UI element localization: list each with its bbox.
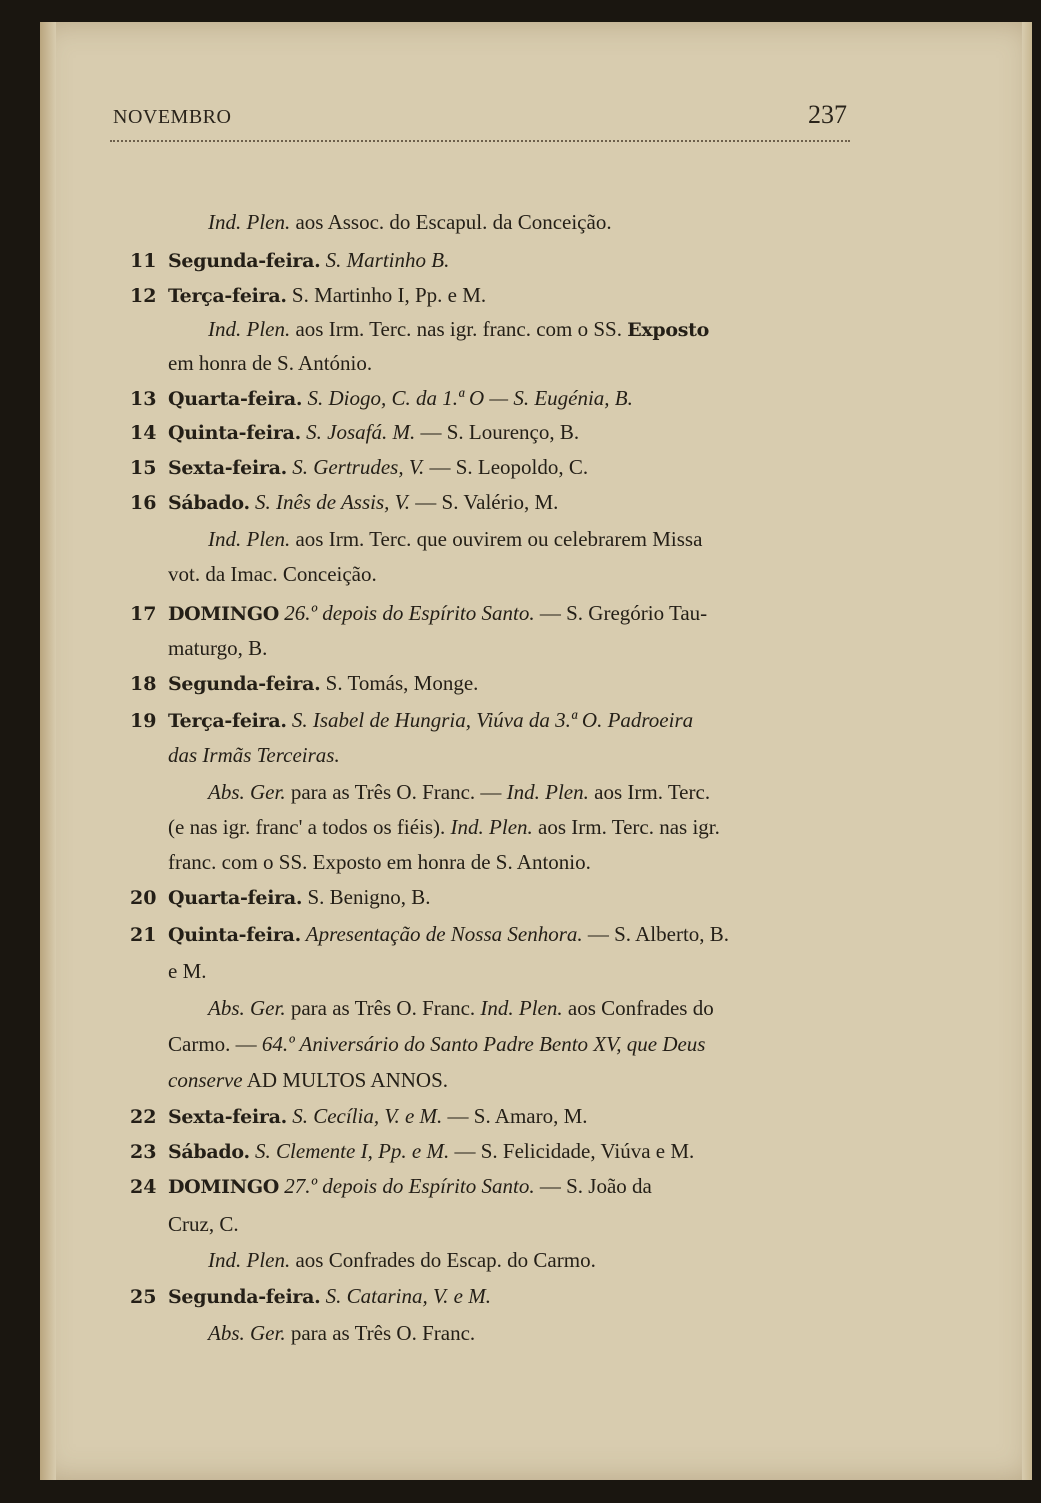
plain-text: Cruz, C.	[168, 1212, 239, 1236]
italic-text: S. Clemente I, Pp. e M.	[249, 1139, 450, 1163]
plain-text: S. Tomás, Monge.	[320, 671, 479, 695]
text-line	[130, 1029, 705, 1059]
plain-text: S. Benigno, B.	[302, 885, 431, 909]
italic-text: S. Isabel de Hungria, Viúva da 3.ª O. Padroeira	[286, 708, 694, 732]
plain-text: vot. da Imac. Conceição.	[168, 562, 377, 586]
day-entry	[130, 383, 633, 413]
day-number: 20	[130, 887, 157, 909]
plain-text: — S. Leopoldo, C.	[424, 455, 589, 479]
weekday-label: Sábado.	[168, 492, 250, 514]
day-number: 13	[130, 388, 157, 410]
plain-text: (e nas igr. franc' a todos os fiéis).	[168, 815, 451, 839]
weekday-label: Sábado.	[168, 1141, 250, 1163]
text-line	[130, 812, 720, 842]
day-entry	[130, 668, 478, 698]
plain-text: S. Martinho I, Pp. e M.	[286, 283, 487, 307]
day-entry	[130, 245, 449, 275]
text-line	[130, 740, 340, 770]
text-line	[130, 559, 377, 589]
italic-text: S. Catarina, V. e M.	[320, 1284, 491, 1308]
plain-text: — S. Felicidade, Viúva e M.	[449, 1139, 695, 1163]
weekday-label: Terça-feira.	[168, 285, 287, 307]
text-line	[130, 1065, 448, 1095]
italic-text: Abs. Ger.	[208, 996, 286, 1020]
weekday-label: DOMINGO	[168, 1176, 279, 1198]
text-line	[130, 993, 714, 1023]
text-line	[130, 524, 702, 554]
day-number: 18	[130, 673, 157, 695]
plain-text: para as Três O. Franc.	[285, 1321, 476, 1345]
italic-text: Abs. Ger.	[208, 1321, 286, 1345]
weekday-label: Quinta-feira.	[168, 924, 301, 946]
day-number: 19	[130, 710, 157, 732]
italic-text: S. Gertrudes, V.	[286, 455, 425, 479]
weekday-label: Quinta-feira.	[168, 422, 301, 444]
plain-text: para as Três O. Franc. —	[285, 780, 507, 804]
italic-text: S. Martinho B.	[320, 248, 450, 272]
day-entry	[130, 417, 579, 447]
day-entry	[130, 1171, 652, 1201]
text-line	[130, 1245, 596, 1275]
italic-text: 27.º depois do Espírito Santo.	[279, 1174, 535, 1198]
text-line	[130, 207, 612, 237]
header-rule	[110, 140, 850, 142]
weekday-label: Segunda-feira.	[168, 1286, 321, 1308]
text-line	[130, 348, 372, 378]
day-number: 22	[130, 1106, 157, 1128]
weekday-label: Sexta-feira.	[168, 1106, 287, 1128]
italic-text: Ind. Plen.	[208, 1248, 291, 1272]
plain-text: franc. com o SS. Exposto em honra de S. Antonio.	[168, 850, 591, 874]
italic-text: conserve	[168, 1068, 243, 1092]
italic-text: das Irmãs Terceiras.	[168, 743, 340, 767]
plain-text: — S. Alberto, B.	[582, 922, 730, 946]
day-entry	[130, 919, 729, 949]
plain-text: AD MULTOS ANNOS.	[242, 1068, 449, 1092]
plain-text: para as Três O. Franc.	[285, 996, 481, 1020]
plain-text: e M.	[168, 959, 207, 983]
italic-text: Ind. Plen.	[506, 780, 589, 804]
italic-text: S. Josafá. M.	[300, 420, 416, 444]
italic-text: S. Cecília, V. e M.	[286, 1104, 443, 1128]
day-number: 11	[130, 250, 157, 272]
day-number: 21	[130, 924, 157, 946]
italic-text: Ind. Plen.	[480, 996, 563, 1020]
italic-text: Ind. Plen.	[208, 210, 291, 234]
plain-text: em honra de S. António.	[168, 351, 373, 375]
running-header	[113, 100, 847, 138]
text-line	[130, 777, 710, 807]
italic-text: S. Inês de Assis, V.	[249, 490, 411, 514]
italic-text: Ind. Plen.	[450, 815, 533, 839]
text-line	[130, 1209, 239, 1239]
day-entry	[130, 1281, 491, 1311]
plain-text: aos Assoc. do Escapul. da Conceição.	[290, 210, 612, 234]
day-number: 15	[130, 457, 157, 479]
italic-text: Apresentação de Nossa Senhora.	[300, 922, 583, 946]
plain-text: aos Confrades do	[562, 996, 714, 1020]
weekday-label: Exposto	[627, 319, 710, 341]
weekday-label: Quarta-feira.	[168, 887, 303, 909]
plain-text: aos Confrades do Escap. do Carmo.	[290, 1248, 596, 1272]
plain-text: aos Irm. Terc. que ouvirem ou celebrarem Missa	[290, 527, 703, 551]
italic-text: Ind. Plen.	[208, 527, 291, 551]
weekday-label: Quarta-feira.	[168, 388, 303, 410]
day-entry	[130, 1101, 588, 1131]
day-number: 17	[130, 603, 157, 625]
day-number: 25	[130, 1286, 157, 1308]
text-line	[130, 847, 591, 877]
weekday-label: Sexta-feira.	[168, 457, 287, 479]
day-number: 24	[130, 1176, 157, 1198]
day-entry	[130, 280, 486, 310]
plain-text: Carmo. —	[168, 1032, 262, 1056]
plain-text: aos Irm. Terc.	[588, 780, 711, 804]
plain-text: — S. Gregório Tau-	[534, 601, 708, 625]
text-line	[130, 314, 709, 344]
italic-text: S. Diogo, C. da 1.ª O — S. Eugénia, B.	[302, 386, 633, 410]
day-entry	[130, 598, 707, 628]
day-entry	[130, 705, 693, 735]
day-number: 16	[130, 492, 157, 514]
day-number: 14	[130, 422, 157, 444]
day-number: 12	[130, 285, 157, 307]
plain-text: aos Irm. Terc. nas igr.	[532, 815, 720, 839]
plain-text: — S. Lourenço, B.	[415, 420, 580, 444]
weekday-label: Terça-feira.	[168, 710, 287, 732]
plain-text: maturgo, B.	[168, 636, 268, 660]
italic-text: Abs. Ger.	[208, 780, 286, 804]
day-entry	[130, 487, 558, 517]
weekday-label: Segunda-feira.	[168, 673, 321, 695]
weekday-label: DOMINGO	[168, 603, 279, 625]
italic-text: Ind. Plen.	[208, 317, 291, 341]
plain-text: — S. Amaro, M.	[442, 1104, 588, 1128]
day-number: 23	[130, 1141, 157, 1163]
day-entry	[130, 882, 431, 912]
plain-text: — S. Valério, M.	[410, 490, 559, 514]
plain-text: aos Irm. Terc. nas igr. franc. com o SS.	[290, 317, 628, 341]
plain-text: — S. João da	[534, 1174, 652, 1198]
page-number: 237	[808, 100, 847, 129]
italic-text: 26.º depois do Espírito Santo.	[279, 601, 535, 625]
text-line	[130, 633, 267, 663]
day-entry	[130, 1136, 694, 1166]
italic-text: 64.º Aniversário do Santo Padre Bento XV, que Deus	[261, 1032, 706, 1056]
text-line	[130, 956, 207, 986]
text-line	[130, 1318, 475, 1348]
month-title: NOVEMBRO	[113, 106, 232, 128]
weekday-label: Segunda-feira.	[168, 250, 321, 272]
day-entry	[130, 452, 588, 482]
book-page	[40, 22, 1032, 1480]
